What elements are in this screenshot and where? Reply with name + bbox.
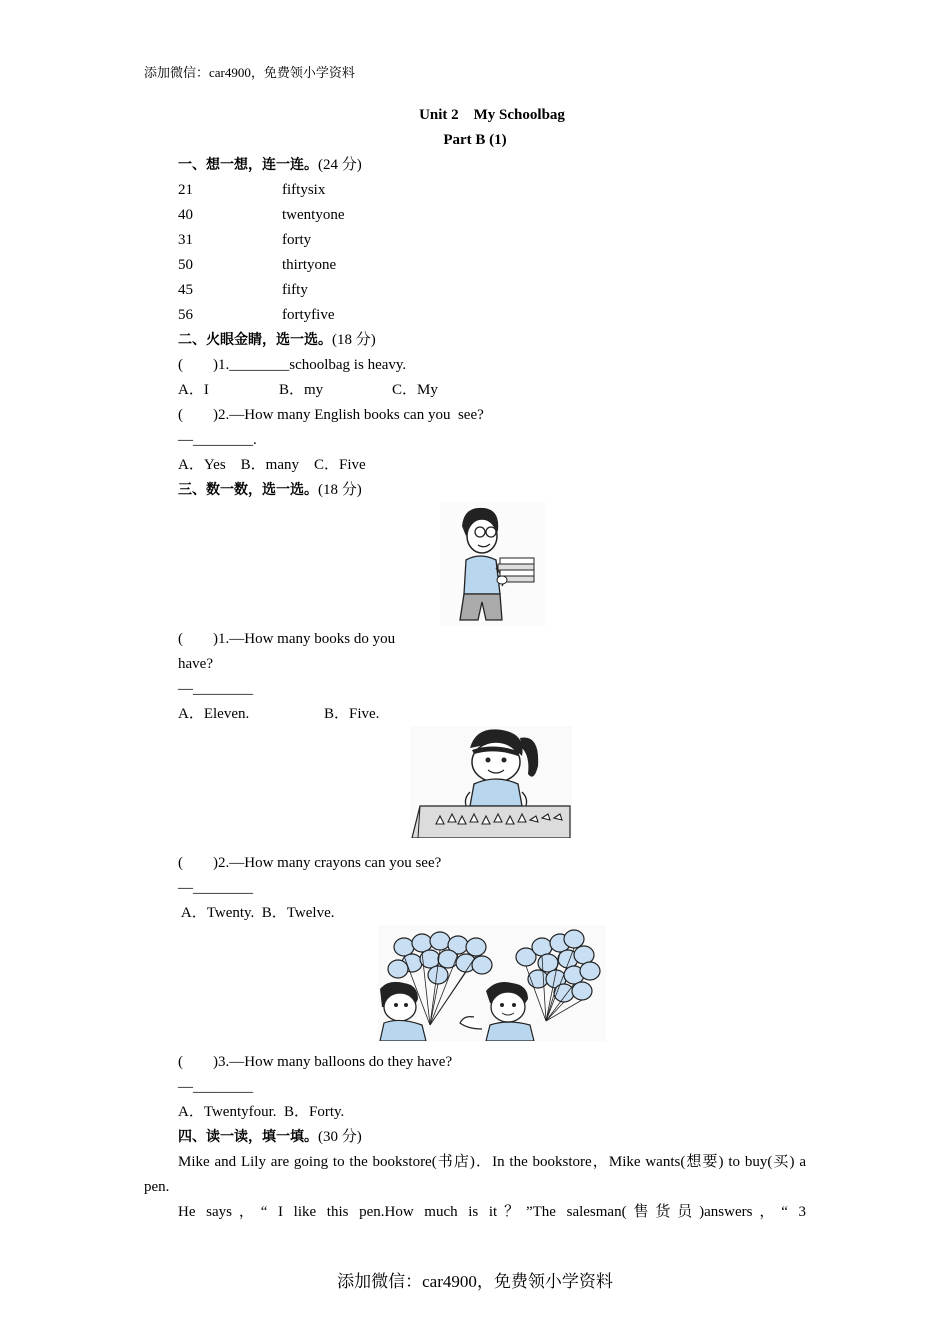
match-number: 31 (178, 232, 193, 248)
match-number: 40 (178, 207, 193, 223)
option-b: B．Five. (324, 706, 380, 722)
question-stem: ( )1.—How many books do you (178, 631, 396, 647)
boy-with-books-illustration (440, 502, 546, 626)
reading-paragraph-2: He says，“ I like this pen.How much is it？”The salesman(售货员)answers，“ 3 (178, 1204, 806, 1220)
question-stem: ( )2.—How many English books can you see? (178, 407, 484, 423)
option-a: A．Eleven. (178, 706, 250, 722)
option-a: A．I (178, 382, 209, 398)
question-stem: ( )3.—How many balloons do they have? (178, 1054, 453, 1070)
reading-paragraph-1: Mike and Lily are going to the bookstore(书店)．In the bookstore，Mike wants(想要) to buy(买) a pen. (144, 1154, 806, 1195)
children-with-balloons-illustration (378, 925, 606, 1041)
answer-line: —________ (178, 880, 253, 896)
section-4-heading: 四、读一读，填一填。(30 分) (178, 1129, 362, 1145)
part-title: Part B (1) (443, 132, 507, 148)
section-1-heading: 一、想一想，连一连。(24 分) (178, 157, 362, 173)
section-2-heading: 二、火眼金睛，选一选。(18 分) (178, 332, 376, 348)
match-word: thirtyone (282, 257, 337, 273)
question-stem: ( )1.________schoolbag is heavy. (178, 357, 407, 373)
question-stem-continued: have? (178, 656, 213, 672)
match-word: twentyone (282, 207, 345, 223)
match-word: forty (282, 232, 312, 248)
match-word: fifty (282, 282, 308, 298)
question-stem: ( )2.—How many crayons can you see? (178, 855, 442, 871)
match-word: fortyfive (282, 307, 335, 323)
options-line: A．Yes B．many C．Five (178, 457, 366, 473)
match-number: 21 (178, 182, 193, 198)
page-header: 添加微信：car4900，免费领小学资料 (144, 65, 355, 80)
match-number: 50 (178, 257, 193, 273)
section-3-heading: 三、数一数，选一选。(18 分) (178, 482, 362, 498)
unit-title: Unit 2 My Schoolbag (419, 107, 565, 123)
match-number: 56 (178, 307, 193, 323)
answer-line: —________. (178, 432, 257, 448)
match-number: 45 (178, 282, 193, 298)
answer-line: —________ (178, 1079, 253, 1095)
option-b: B．my (279, 382, 324, 398)
options-line: A．Twentyfour. B．Forty. (178, 1104, 345, 1120)
girl-with-crayons-illustration (410, 726, 572, 838)
answer-line: —________ (178, 681, 253, 697)
options-line: A．Twenty. B．Twelve. (178, 905, 335, 921)
option-c: C．My (392, 382, 438, 398)
match-word: fiftysix (282, 182, 326, 198)
page-footer: 添加微信：car4900，免费领小学资料 (337, 1272, 613, 1291)
